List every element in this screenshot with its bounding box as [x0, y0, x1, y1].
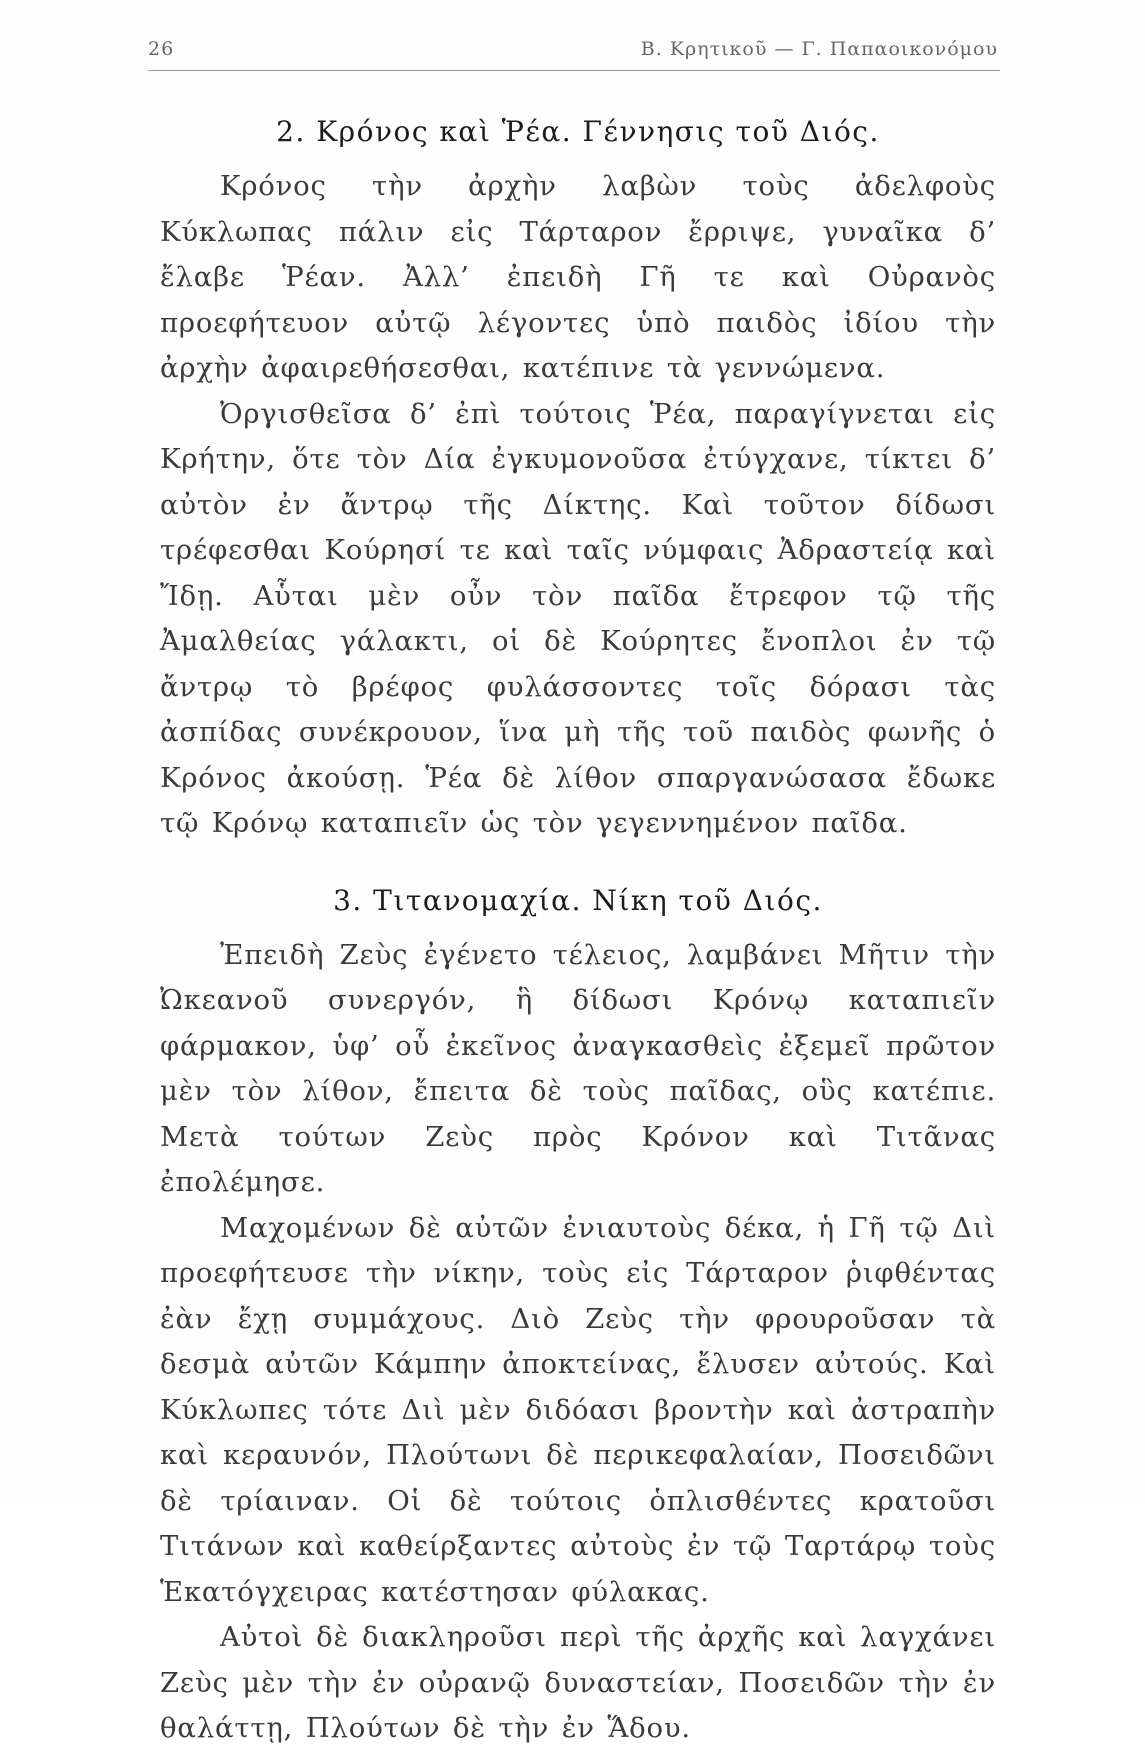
section-titanomachy: [160, 879, 996, 1752]
running-head: [148, 34, 998, 64]
paragraph: Αὐτοὶ δὲ διακληροῦσι περὶ τῆς ἀρχῆς καὶ λαγχάνει Ζεὺς μὲν τὴν ἐν οὐρανῷ δυναστείαν, Ποσειδῶν τὴν ἐν θαλάττῃ, Πλούτων δὲ τὴν ἐν Ἅδου.: [160, 1621, 996, 1744]
page-body: [160, 106, 996, 1752]
paragraph: Κρόνος τὴν ἀρχὴν λαβὼν τοὺς ἀδελφοὺς Κύκλωπας πάλιν εἰς Τάρταρον ἔρριψε, γυναῖκα δ’ ἔλαβε Ῥέαν. Ἀλλ’ ἐπειδὴ Γῆ τε καὶ Οὐρανὸς προεφήτευον αὐτῷ λέγοντες ὑπὸ παιδὸς ἰδίου τὴν ἀρχὴν ἀφαιρεθήσεσθαι, κατέπινε τὰ γεννώμενα.: [160, 170, 996, 384]
section-heading: 3. Τιτανομαχία. Νίκη τοῦ Διός.: [333, 883, 823, 917]
section-heading: 2. Κρόνος καὶ Ῥέα. Γέννησις τοῦ Διός.: [276, 115, 880, 148]
header-rule: [148, 70, 1000, 71]
running-title: Β. Κρητικοῦ — Γ. Παπαοικονόμου: [640, 38, 998, 60]
section-kronos-rhea: [160, 110, 996, 847]
paragraph: Ἐπειδὴ Ζεὺς ἐγένετο τέλειος, λαμβάνει Μῆτιν τὴν Ὠκεανοῦ συνεργόν, ἣ δίδωσι Κρόνῳ καταπιεῖν φάρμακον, ὑφ’ οὗ ἐκεῖνος ἀναγκασθεὶς ἐξεμεῖ πρῶτον μὲν τὸν λίθον, ἔπειτα δὲ τοὺς παῖδας, οὓς κατέπιε. Μετὰ τούτων Ζεὺς πρὸς Κρόνον καὶ Τιτᾶνας ἐπολέμησε.: [160, 938, 996, 1198]
page-number: 26: [148, 38, 175, 60]
paragraph: Μαχομένων δὲ αὐτῶν ἐνιαυτοὺς δέκα, ἡ Γῆ τῷ Διὶ προεφήτευσε τὴν νίκην, τοὺς εἰς Τάρταρον ῥιφθέντας ἐὰν ἔχῃ συμμάχους. Διὸ Ζεὺς τὴν φρουροῦσαν τὰ δεσμὰ αὐτῶν Κάμπην ἀποκτείνας, ἔλυσεν αὐτούς. Καὶ Κύκλωπες τότε Διὶ μὲν διδόασι βροντὴν καὶ ἀστραπὴν καὶ κεραυνόν, Πλούτωνι δὲ περικεφαλαίαν, Ποσειδῶνι δὲ τρίαιναν. Οἱ δὲ τούτοις ὁπλισθέντες κρατοῦσι Τιτάνων καὶ καθείρξαντες αὐτοὺς ἐν τῷ Ταρτάρῳ τοὺς Ἑκατόγχειρας κατέστησαν φύλακας.: [160, 1211, 996, 1608]
paragraph: Ὀργισθεῖσα δ’ ἐπὶ τούτοις Ῥέα, παραγίγνεται εἰς Κρήτην, ὅτε τὸν Δία ἐγκυμονοῦσα ἐτύγχανε, τίκτει δ’ αὐτὸν ἐν ἄντρῳ τῆς Δίκτης. Καὶ τοῦτον δίδωσι τρέφεσθαι Κούρησί τε καὶ ταῖς νύμφαις Ἀδραστείᾳ καὶ Ἴδῃ. Αὗται μὲν οὖν τὸν παῖδα ἔτρεφον τῷ τῆς Ἀμαλθείας γάλακτι, οἱ δὲ Κούρητες ἔνοπλοι ἐν τῷ ἄντρῳ τὸ βρέφος φυλάσσοντες τοῖς δόρασι τὰς ἀσπίδας συνέκρουον, ἵνα μὴ τῆς τοῦ παιδὸς φωνῆς ὁ Κρόνος ἀκούσῃ. Ῥέα δὲ λίθον σπαργανώσασα ἔδωκε τῷ Κρόνῳ καταπιεῖν ὡς τὸν γεγεννημένον παῖδα.: [160, 397, 996, 839]
